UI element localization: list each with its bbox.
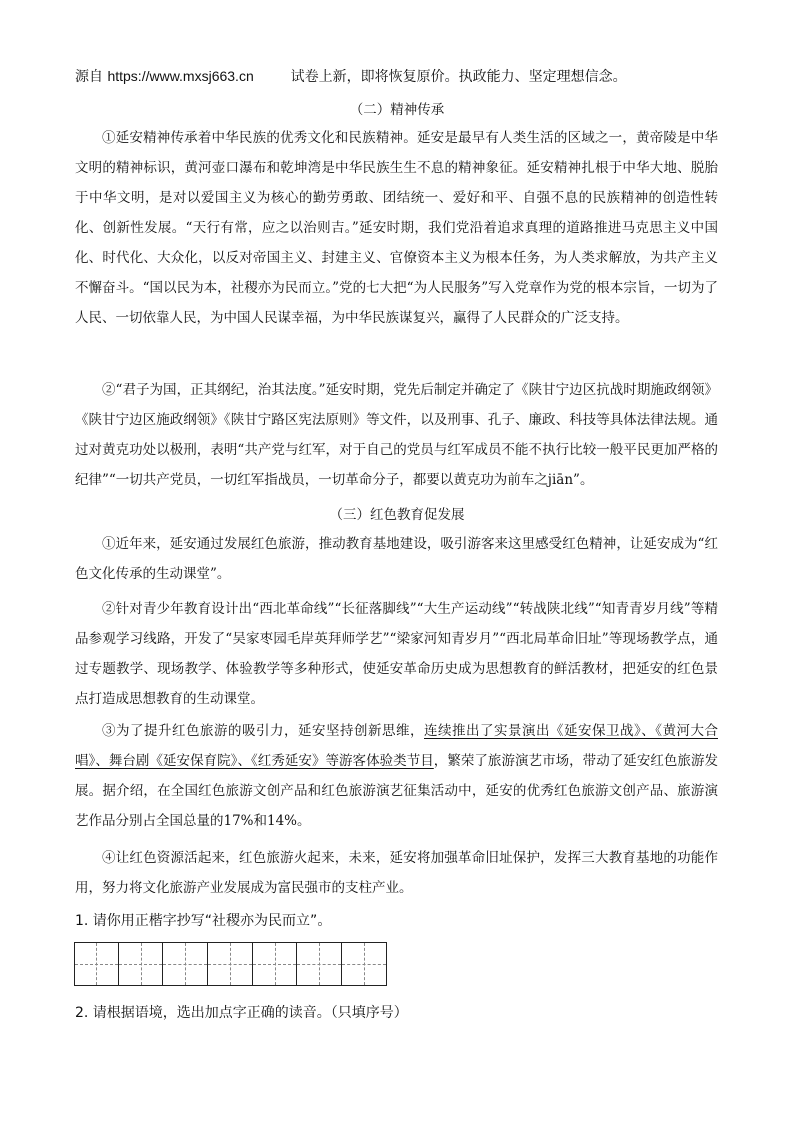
source-notice: 试卷上新，即将恢复原价。执政能力、坚定理想信念。: [290, 69, 627, 85]
paragraph-3-1: ①近年来，延安通过发展红色旅游，推动教育基地建设，吸引游客来这里感受红色精神，让延安成为“红色文化传承的生动课堂”。: [75, 536, 718, 582]
paragraph-3-3-start: ③为了提升红色旅游的吸引力，延安坚持创新思维，: [102, 723, 424, 739]
grid-cell[interactable]: [253, 942, 298, 986]
grid-cell[interactable]: [74, 942, 119, 986]
paragraph-3-2: ②针对青少年教育设计出“西北革命线”“长征落脚线”“大生产运动线”“转战陕北线”“知青青岁月线”等精品参观学习线路，开发了“吴家枣园毛岸英拜师学艺”“梁家河知青岁月”“西北局革命旧址”等现场教学点，通过专题教学、现场教学、体验教学等多种形式，使延安革命历史成为思想教育的鲜活教材，把延安的红色景点打造成思想教育的生动课堂。: [75, 601, 718, 707]
grid-cell[interactable]: [297, 942, 342, 986]
paragraph-2-1: ①延安精神传承着中华民族的优秀文化和民族精神。延安是最早有人类生活的区域之一，黄帝陵是中华文明的精神标识，黄河壶口瀑布和乾坤湾是中华民族生生不息的精神象征。延安精神扎根于中华大地、脱胎于中华文明，是对以爱国主义为核心的勤劳勇敢、团结统一、爱好和平、自强不息的民族精神的创造性转化、创新性发展。“天行有常，应之以治则吉。”延安时期，我们党沿着追求真理的道路推进马克思主义中国化、时代化、大众化，以反对帝国主义、封建主义、官僚资本主义为根本任务，为人类求解放，为共产主义不懈奋斗。“国以民为本，社稷亦为民而立。”党的七大把“为人民服务”写入党章作为党的根本宗旨，一切为了人民、一切依靠人民，为中国人民谋幸福，为中华民族谋复兴，赢得了人民群众的广泛支持。: [75, 130, 718, 326]
section-heading-2: （二）精神传承: [349, 102, 445, 118]
grid-cell[interactable]: [342, 942, 387, 986]
handwriting-grid[interactable]: [74, 942, 387, 986]
question-1: 1. 请你用正楷字抄写“社稷亦为民而立”。: [75, 913, 332, 929]
paragraph-3-4: ④让红色资源活起来，红色旅游火起来，未来，延安将加强革命旧址保护，发挥三大教育基地的功能作用，努力将文化旅游产业发展成为富民强市的支柱产业。: [75, 850, 718, 896]
paragraph-3-3-end: ，繁荣了旅游演艺市场，带动了延安红色旅游发展。据介绍，在全国红色旅游文创产品和红色旅游演艺征集活动中，延安的优秀红色旅游文创产品、旅游演艺作品分别占全国总量的17%和14%。: [75, 753, 719, 829]
paragraph-2-2: ②“君子为国，正其纲纪，治其法度。”延安时期，党先后制定并确定了《陕甘宁边区抗战时期施政纲领》《陕甘宁边区施政纲领》《陕甘宁路区宪法原则》等文件，以及刑事、孔子、廉政、科技等具体法律法规。通过对黄克功处以极刑，表明“共产党与红军，对于自己的党员与红军成员不能不执行比较一般平民更加严格的纪律”“一切共产党员，一切红军指战员，一切革命分子，都要以黄克功为前车之jiān”。: [75, 382, 718, 488]
grid-cell[interactable]: [119, 942, 164, 986]
section-heading-3: （三）红色教育促发展: [329, 507, 465, 523]
source-url[interactable]: https://www.mxsj663.cn: [107, 68, 254, 84]
paragraph-3-3: [75, 716, 718, 836]
underlined-phrase: 连续推出了实景演出《延安保卫战》、《黄河大合唱》、舞台剧《延安保育院》、《红秀延安》等游客体验类节目: [75, 723, 718, 769]
question-2: 2. 请根据语境，选出加点字正确的读音。（只填序号）: [75, 1005, 408, 1021]
grid-cell[interactable]: [163, 942, 208, 986]
source-line: [75, 66, 627, 86]
source-prefix: 源自: [75, 69, 103, 85]
grid-cell[interactable]: [208, 942, 253, 986]
